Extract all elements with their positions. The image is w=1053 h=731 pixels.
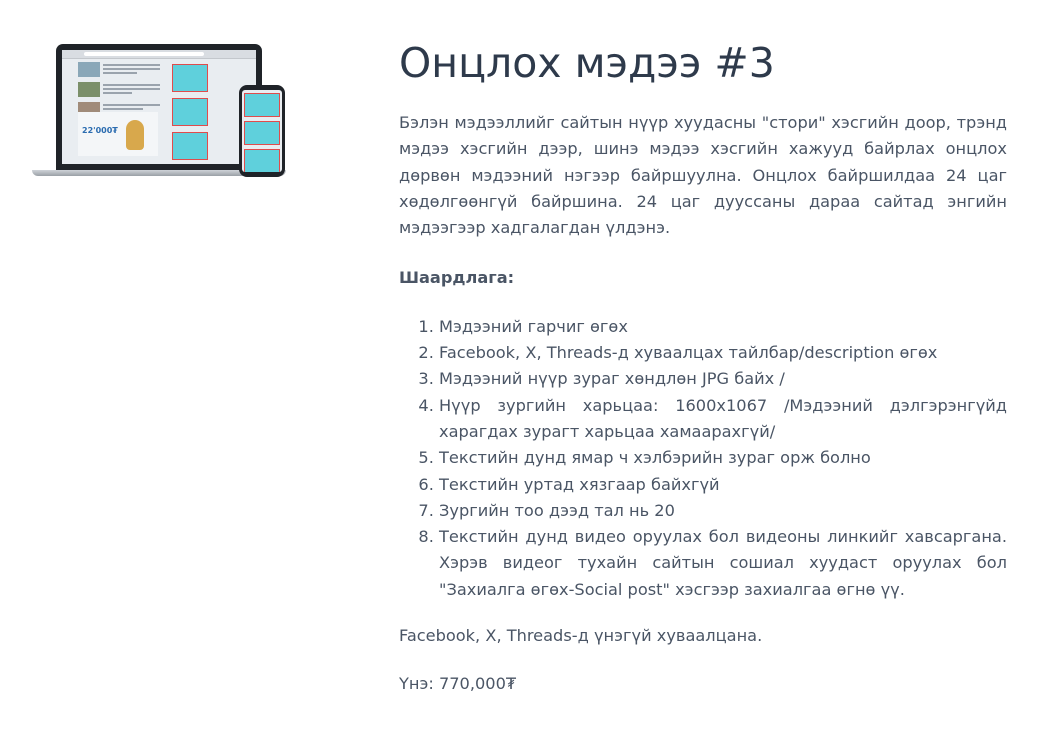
laptop-mockup — [56, 44, 262, 170]
intro-paragraph: Бэлэн мэдээллийг сайтын нүүр хуудасны "стори" хэсгийн доор, трэнд мэдээ хэсгийн дээр, шинэ мэдээ хэсгийн хажууд байрлах онцлох дөрвөн мэдээний нэгээр байршуулна. Онцлох байршилдаа 24 цаг хөдөлгөөнгүй байршина. 24 цаг дууссаны дараа сайтад энгийн мэдээгээр хадгалагдан үлдэнэ. — [399, 113, 1007, 238]
promo-number: 22'000₮ — [82, 126, 118, 135]
requirement-item: 2. Facebook, X, Threads-д хуваалцах тайлбар/description өгөх — [439, 340, 1007, 366]
requirements-list — [399, 314, 1007, 603]
laptop-screen-content — [62, 50, 256, 164]
requirement-item: 4. Нүүр зургийн харьцаа: 1600x1067 /Мэдээний дэлгэрэнгүйд харагдах зурагт харьцаа хамаарахгүй/ — [439, 393, 1007, 446]
price-label: Үнэ: 770,000₮ — [399, 674, 517, 694]
product-description — [399, 36, 1007, 698]
requirement-item: 3. Мэдээний нүүр зураг хөндлөн JPG байх / — [439, 366, 1007, 392]
browser-bar — [62, 50, 256, 59]
requirement-item: 1. Мэдээний гарчиг өгөх — [439, 314, 1007, 340]
device-mockup-image — [30, 40, 290, 185]
featured-cards-preview — [172, 64, 208, 164]
phone-screen-content — [242, 90, 282, 172]
phone-mockup — [239, 85, 285, 177]
requirement-item: 7. Зургийн тоо дээд тал нь 20 — [439, 498, 1007, 524]
share-note: Facebook, X, Threads-д үнэгүй хуваалцана. — [399, 626, 763, 646]
page-title: Онцлох мэдээ #3 — [399, 39, 775, 87]
requirements-heading: Шаардлага: — [399, 268, 515, 288]
requirement-item: 5. Текстийн дунд ямар ч хэлбэрийн зураг орж болно — [439, 445, 1007, 471]
requirement-item: 6. Текстийн уртад хязгаар байхгүй — [439, 472, 1007, 498]
requirement-item: 8. Текстийн дунд видео оруулах бол видеоны линкийг хавсаргана. Хэрэв видеог тухайн сайтын сошиал хуудаст оруулах бол "Захиалга өгөх-Social post" хэсгээр захиалгаа өгнө үү. — [439, 524, 1007, 603]
promo-banner-preview — [78, 112, 158, 156]
